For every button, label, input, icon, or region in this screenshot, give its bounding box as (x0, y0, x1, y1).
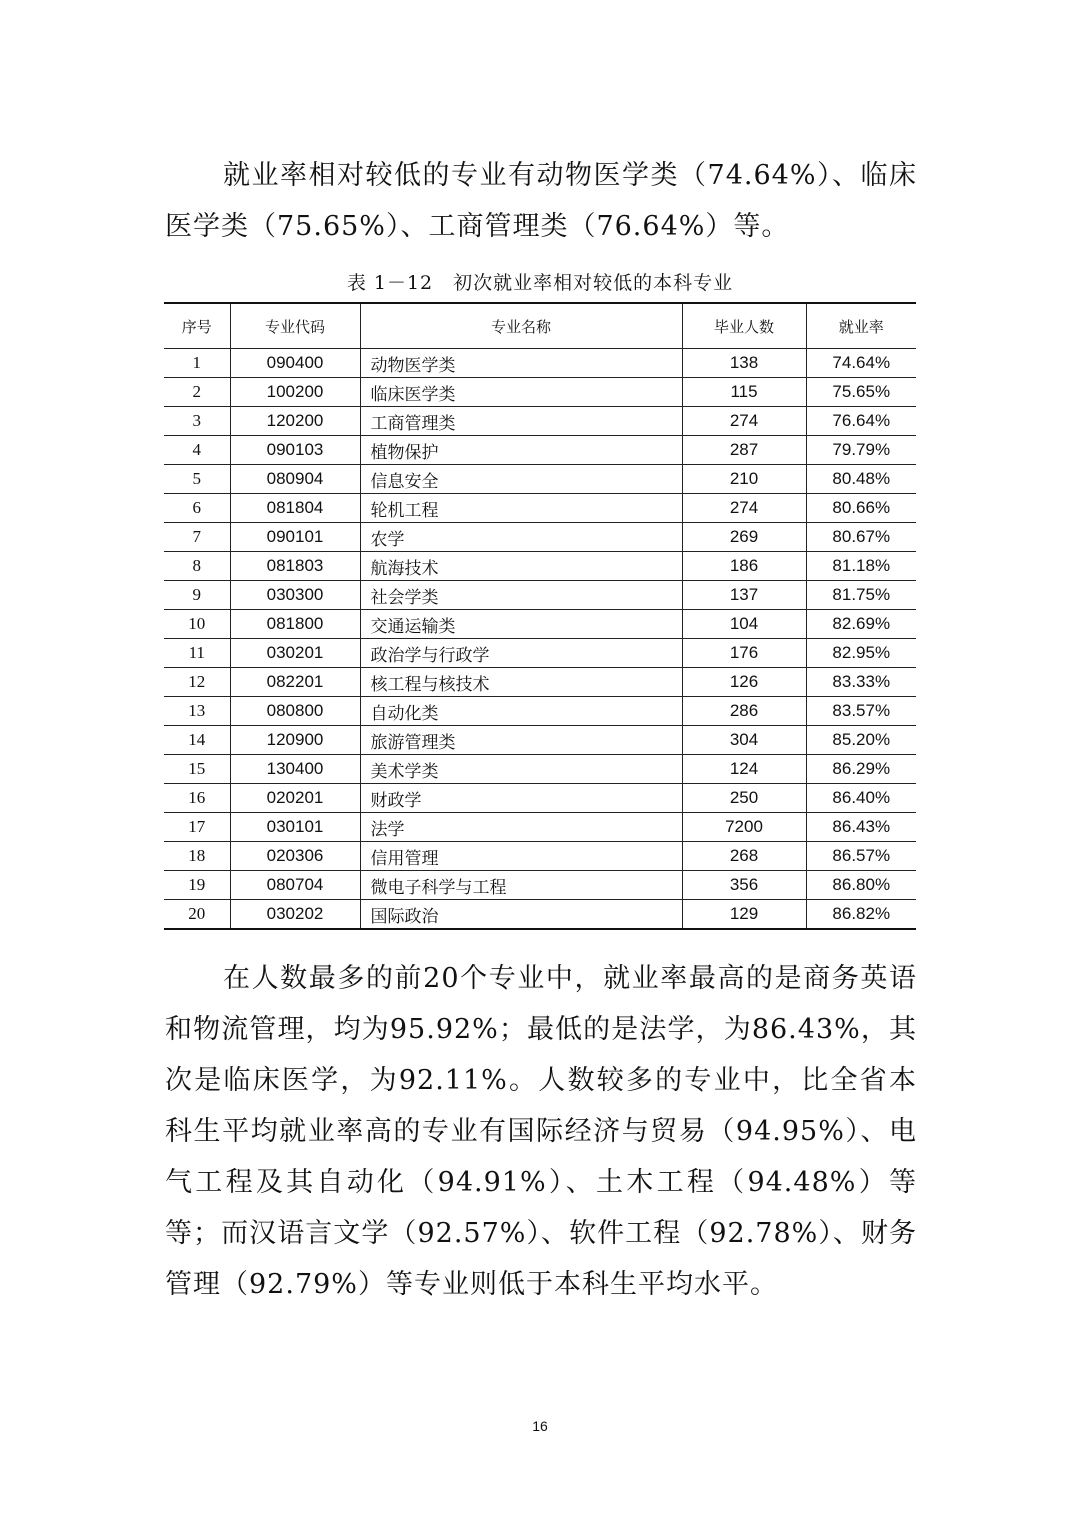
table-row (164, 697, 916, 726)
low-employment-majors-table (164, 302, 916, 930)
cell-rate: 80.67% (806, 523, 916, 552)
cell-rate: 83.33% (806, 668, 916, 697)
cell-graduates: 7200 (682, 813, 806, 842)
cell-graduates: 304 (682, 726, 806, 755)
cell-rate: 86.57% (806, 842, 916, 871)
header-graduates: 毕业人数 (682, 303, 806, 349)
cell-code: 081804 (230, 494, 360, 523)
cell-seq: 15 (164, 755, 230, 784)
cell-seq: 5 (164, 465, 230, 494)
cell-code: 080904 (230, 465, 360, 494)
cell-code: 090400 (230, 349, 360, 378)
cell-seq: 6 (164, 494, 230, 523)
table-row (164, 900, 916, 930)
cell-seq: 13 (164, 697, 230, 726)
cell-rate: 85.20% (806, 726, 916, 755)
cell-code: 030201 (230, 639, 360, 668)
cell-major-name: 交通运输类 (360, 610, 682, 639)
cell-code: 080704 (230, 871, 360, 900)
cell-major-name: 核工程与核技术 (360, 668, 682, 697)
table-row (164, 349, 916, 378)
cell-graduates: 138 (682, 349, 806, 378)
cell-code: 082201 (230, 668, 360, 697)
cell-code: 090101 (230, 523, 360, 552)
table-row (164, 465, 916, 494)
cell-graduates: 269 (682, 523, 806, 552)
header-name: 专业名称 (360, 303, 682, 349)
table-row (164, 842, 916, 871)
table-body (164, 349, 916, 930)
cell-seq: 9 (164, 581, 230, 610)
cell-seq: 3 (164, 407, 230, 436)
cell-rate: 81.75% (806, 581, 916, 610)
cell-seq: 14 (164, 726, 230, 755)
table-header-row (164, 303, 916, 349)
table-row (164, 378, 916, 407)
cell-code: 120900 (230, 726, 360, 755)
table-caption: 表 1－12 初次就业率相对较低的本科专业 (346, 272, 734, 294)
cell-graduates: 115 (682, 378, 806, 407)
cell-rate: 75.65% (806, 378, 916, 407)
cell-rate: 82.95% (806, 639, 916, 668)
cell-seq: 17 (164, 813, 230, 842)
cell-major-name: 微电子科学与工程 (360, 871, 682, 900)
cell-seq: 12 (164, 668, 230, 697)
cell-code: 081800 (230, 610, 360, 639)
cell-seq: 16 (164, 784, 230, 813)
table-row (164, 871, 916, 900)
cell-seq: 11 (164, 639, 230, 668)
header-code: 专业代码 (230, 303, 360, 349)
cell-major-name: 临床医学类 (360, 378, 682, 407)
table-row (164, 726, 916, 755)
cell-seq: 20 (164, 900, 230, 930)
cell-graduates: 274 (682, 407, 806, 436)
table-row (164, 639, 916, 668)
table-row (164, 813, 916, 842)
cell-seq: 1 (164, 349, 230, 378)
cell-rate: 80.66% (806, 494, 916, 523)
cell-code: 081803 (230, 552, 360, 581)
cell-rate: 83.57% (806, 697, 916, 726)
cell-graduates: 129 (682, 900, 806, 930)
cell-major-name: 财政学 (360, 784, 682, 813)
cell-major-name: 航海技术 (360, 552, 682, 581)
cell-graduates: 250 (682, 784, 806, 813)
page-number: 16 (532, 1418, 548, 1434)
cell-graduates: 104 (682, 610, 806, 639)
cell-major-name: 轮机工程 (360, 494, 682, 523)
cell-seq: 2 (164, 378, 230, 407)
cell-major-name: 农学 (360, 523, 682, 552)
cell-graduates: 176 (682, 639, 806, 668)
table-row (164, 523, 916, 552)
cell-major-name: 法学 (360, 813, 682, 842)
cell-major-name: 植物保护 (360, 436, 682, 465)
cell-major-name: 工商管理类 (360, 407, 682, 436)
table-row (164, 755, 916, 784)
cell-rate: 74.64% (806, 349, 916, 378)
cell-rate: 86.29% (806, 755, 916, 784)
summary-paragraph: 在人数最多的前20个专业中，就业率最高的是商务英语和物流管理，均为95.92%；最低的是法学，为86.43%，其次是临床医学，为92.11%。人数较多的专业中，比全省本科生平均就业率高的专业有国际经济与贸易（94.95%）、电气工程及其自动化（94.91%）、土木工程（94.48%）等等；而汉语言文学（92.57%）、软件工程（92.78%）、财务管理（92.79%）等专业则低于本科生平均水平。 (165, 963, 917, 1300)
cell-graduates: 186 (682, 552, 806, 581)
cell-code: 100200 (230, 378, 360, 407)
cell-seq: 4 (164, 436, 230, 465)
cell-rate: 86.43% (806, 813, 916, 842)
cell-seq: 7 (164, 523, 230, 552)
cell-graduates: 274 (682, 494, 806, 523)
cell-rate: 80.48% (806, 465, 916, 494)
header-rate: 就业率 (806, 303, 916, 349)
table-row (164, 494, 916, 523)
cell-major-name: 自动化类 (360, 697, 682, 726)
cell-rate: 86.40% (806, 784, 916, 813)
table-row (164, 436, 916, 465)
cell-major-name: 政治学与行政学 (360, 639, 682, 668)
cell-major-name: 动物医学类 (360, 349, 682, 378)
header-seq: 序号 (164, 303, 230, 349)
cell-rate: 82.69% (806, 610, 916, 639)
table-row (164, 581, 916, 610)
cell-major-name: 信用管理 (360, 842, 682, 871)
cell-seq: 10 (164, 610, 230, 639)
table-row (164, 552, 916, 581)
cell-code: 080800 (230, 697, 360, 726)
table-row (164, 610, 916, 639)
cell-rate: 79.79% (806, 436, 916, 465)
intro-paragraph: 就业率相对较低的专业有动物医学类（74.64%）、临床医学类（75.65%）、工商管理类（76.64%）等。 (165, 160, 917, 242)
cell-rate: 86.82% (806, 900, 916, 930)
table-row (164, 407, 916, 436)
cell-code: 090103 (230, 436, 360, 465)
cell-rate: 81.18% (806, 552, 916, 581)
cell-graduates: 210 (682, 465, 806, 494)
cell-major-name: 美术学类 (360, 755, 682, 784)
cell-code: 020306 (230, 842, 360, 871)
cell-code: 120200 (230, 407, 360, 436)
cell-seq: 18 (164, 842, 230, 871)
cell-code: 130400 (230, 755, 360, 784)
cell-code: 030202 (230, 900, 360, 930)
cell-rate: 76.64% (806, 407, 916, 436)
cell-graduates: 286 (682, 697, 806, 726)
cell-code: 030101 (230, 813, 360, 842)
table-row (164, 668, 916, 697)
cell-seq: 19 (164, 871, 230, 900)
cell-graduates: 126 (682, 668, 806, 697)
cell-graduates: 287 (682, 436, 806, 465)
cell-rate: 86.80% (806, 871, 916, 900)
cell-code: 030300 (230, 581, 360, 610)
cell-graduates: 268 (682, 842, 806, 871)
cell-seq: 8 (164, 552, 230, 581)
cell-code: 020201 (230, 784, 360, 813)
cell-major-name: 信息安全 (360, 465, 682, 494)
cell-graduates: 137 (682, 581, 806, 610)
table-row (164, 784, 916, 813)
cell-graduates: 356 (682, 871, 806, 900)
cell-major-name: 国际政治 (360, 900, 682, 930)
cell-major-name: 社会学类 (360, 581, 682, 610)
cell-major-name: 旅游管理类 (360, 726, 682, 755)
cell-graduates: 124 (682, 755, 806, 784)
